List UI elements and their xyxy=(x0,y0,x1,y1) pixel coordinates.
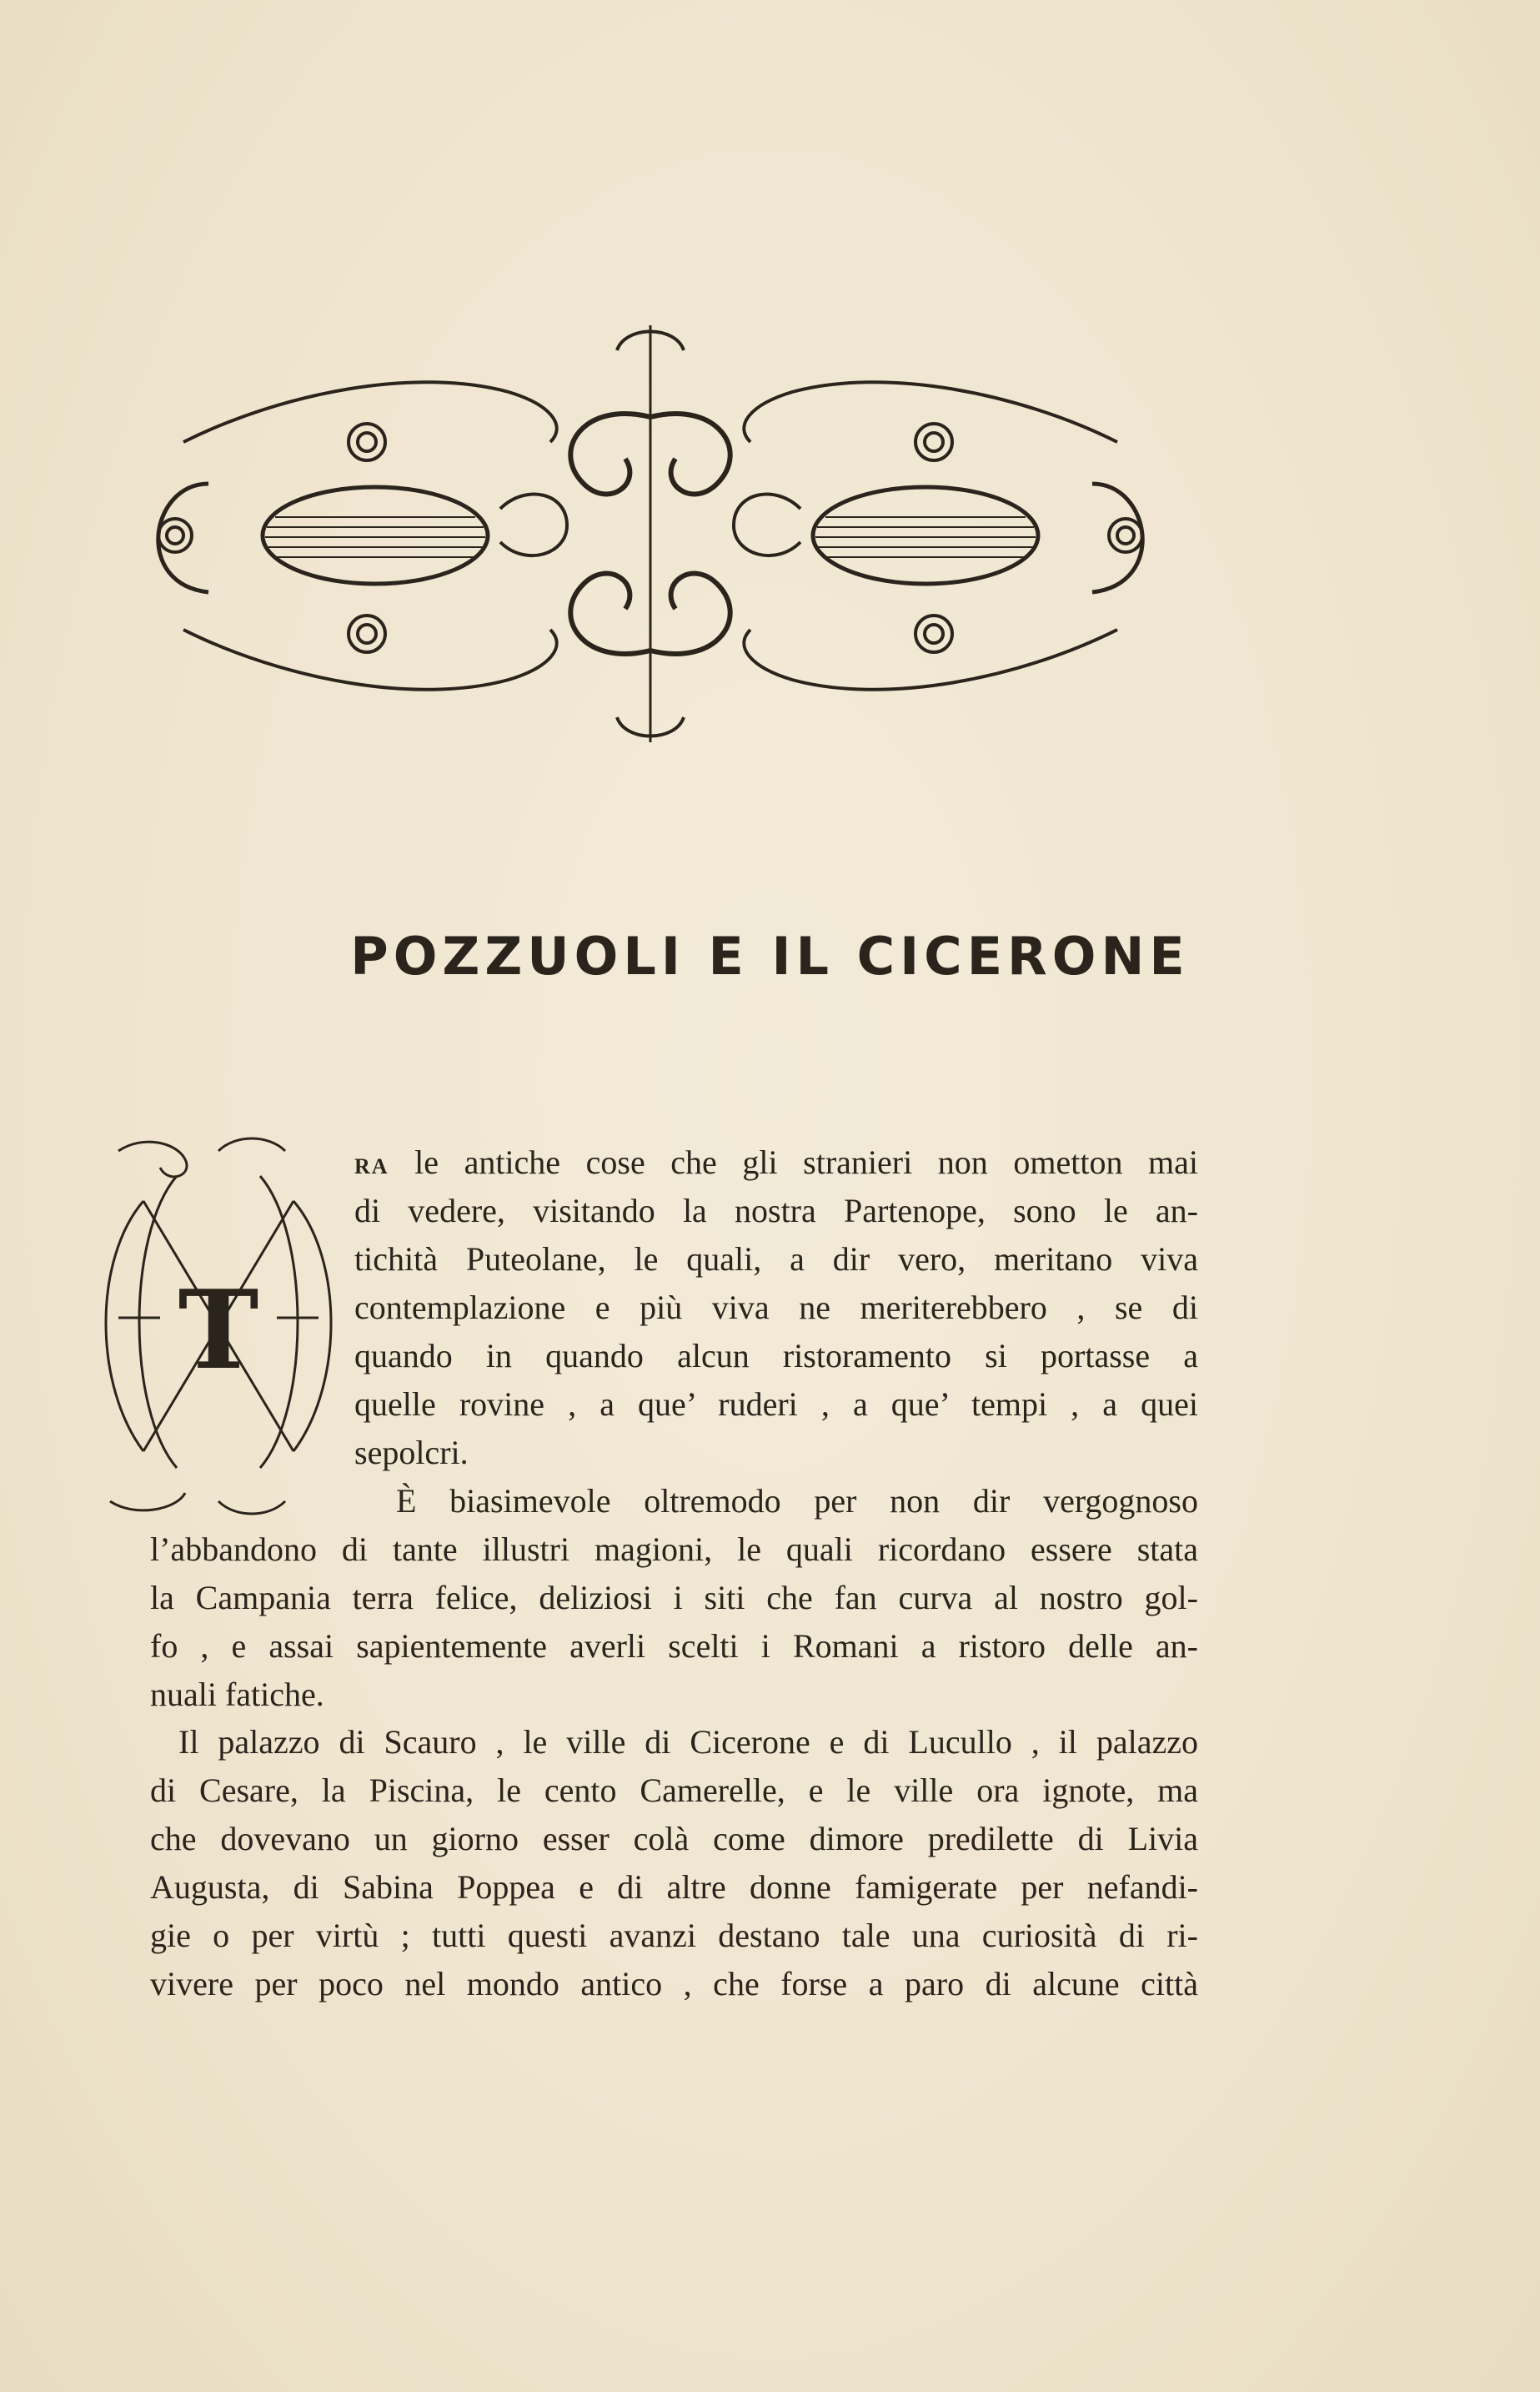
ornamental-headpiece xyxy=(117,317,1184,751)
text-line: quelle rovine , a que’ ruderi , a que’ tempi , a quei xyxy=(354,1385,1198,1423)
paragraph-2 xyxy=(150,1477,1198,1719)
text-line: di Cesare, la Piscina, le cento Camerelle, e le ville ora ignote, ma xyxy=(150,1771,1198,1809)
text-line: l’abbandono di tante illustri magioni, le quali ricordano essere stata xyxy=(150,1530,1198,1568)
paragraph-3 xyxy=(150,1718,1198,2008)
chapter-title: POZZUOLI E IL CICERONE xyxy=(350,926,1190,987)
drop-cap-letter: T xyxy=(178,1266,259,1394)
text-line: gie o per virtù ; tutti questi avanzi destano tale una curiosità di ri- xyxy=(150,1917,1198,1954)
paragraph-1 xyxy=(354,1138,1198,1477)
text-line: nuali fatiche. xyxy=(150,1676,324,1713)
drop-cap-continuation: RA xyxy=(354,1154,389,1178)
text-line: di vedere, visitando la nostra Partenope, sono le an- xyxy=(354,1192,1198,1229)
text-line: contemplazione e più viva ne meriterebbero , se di xyxy=(354,1289,1198,1326)
text-line: sepolcri. xyxy=(354,1434,469,1471)
text-line: tichità Puteolane, le quali, a dir vero, meritano viva xyxy=(354,1240,1198,1278)
text-line: È biasimevole oltremodo per non dir vergognoso xyxy=(396,1482,1198,1520)
text-line: vivere per poco nel mondo antico , che forse a paro di alcune città xyxy=(150,1965,1198,2003)
decorated-drop-cap xyxy=(93,1134,344,1518)
text-line: Augusta, di Sabina Poppea e di altre donne famigerate per nefandi- xyxy=(150,1868,1198,1906)
text-line: la Campania terra felice, deliziosi i siti che fan curva al nostro gol- xyxy=(150,1579,1198,1616)
text-line: RA le antiche cose che gli stranieri non ometton mai xyxy=(354,1143,1198,1181)
text-line: fo , e assai sapientemente averli scelti i Romani a ristoro delle an- xyxy=(150,1627,1198,1665)
text-line: quando in quando alcun ristoramento si portasse a xyxy=(354,1337,1198,1374)
text-line: Il palazzo di Scauro , le ville di Cicerone e di Lucullo , il palazzo xyxy=(178,1723,1198,1761)
text-line: che dovevano un giorno esser colà come dimore predilette di Livia xyxy=(150,1820,1198,1857)
